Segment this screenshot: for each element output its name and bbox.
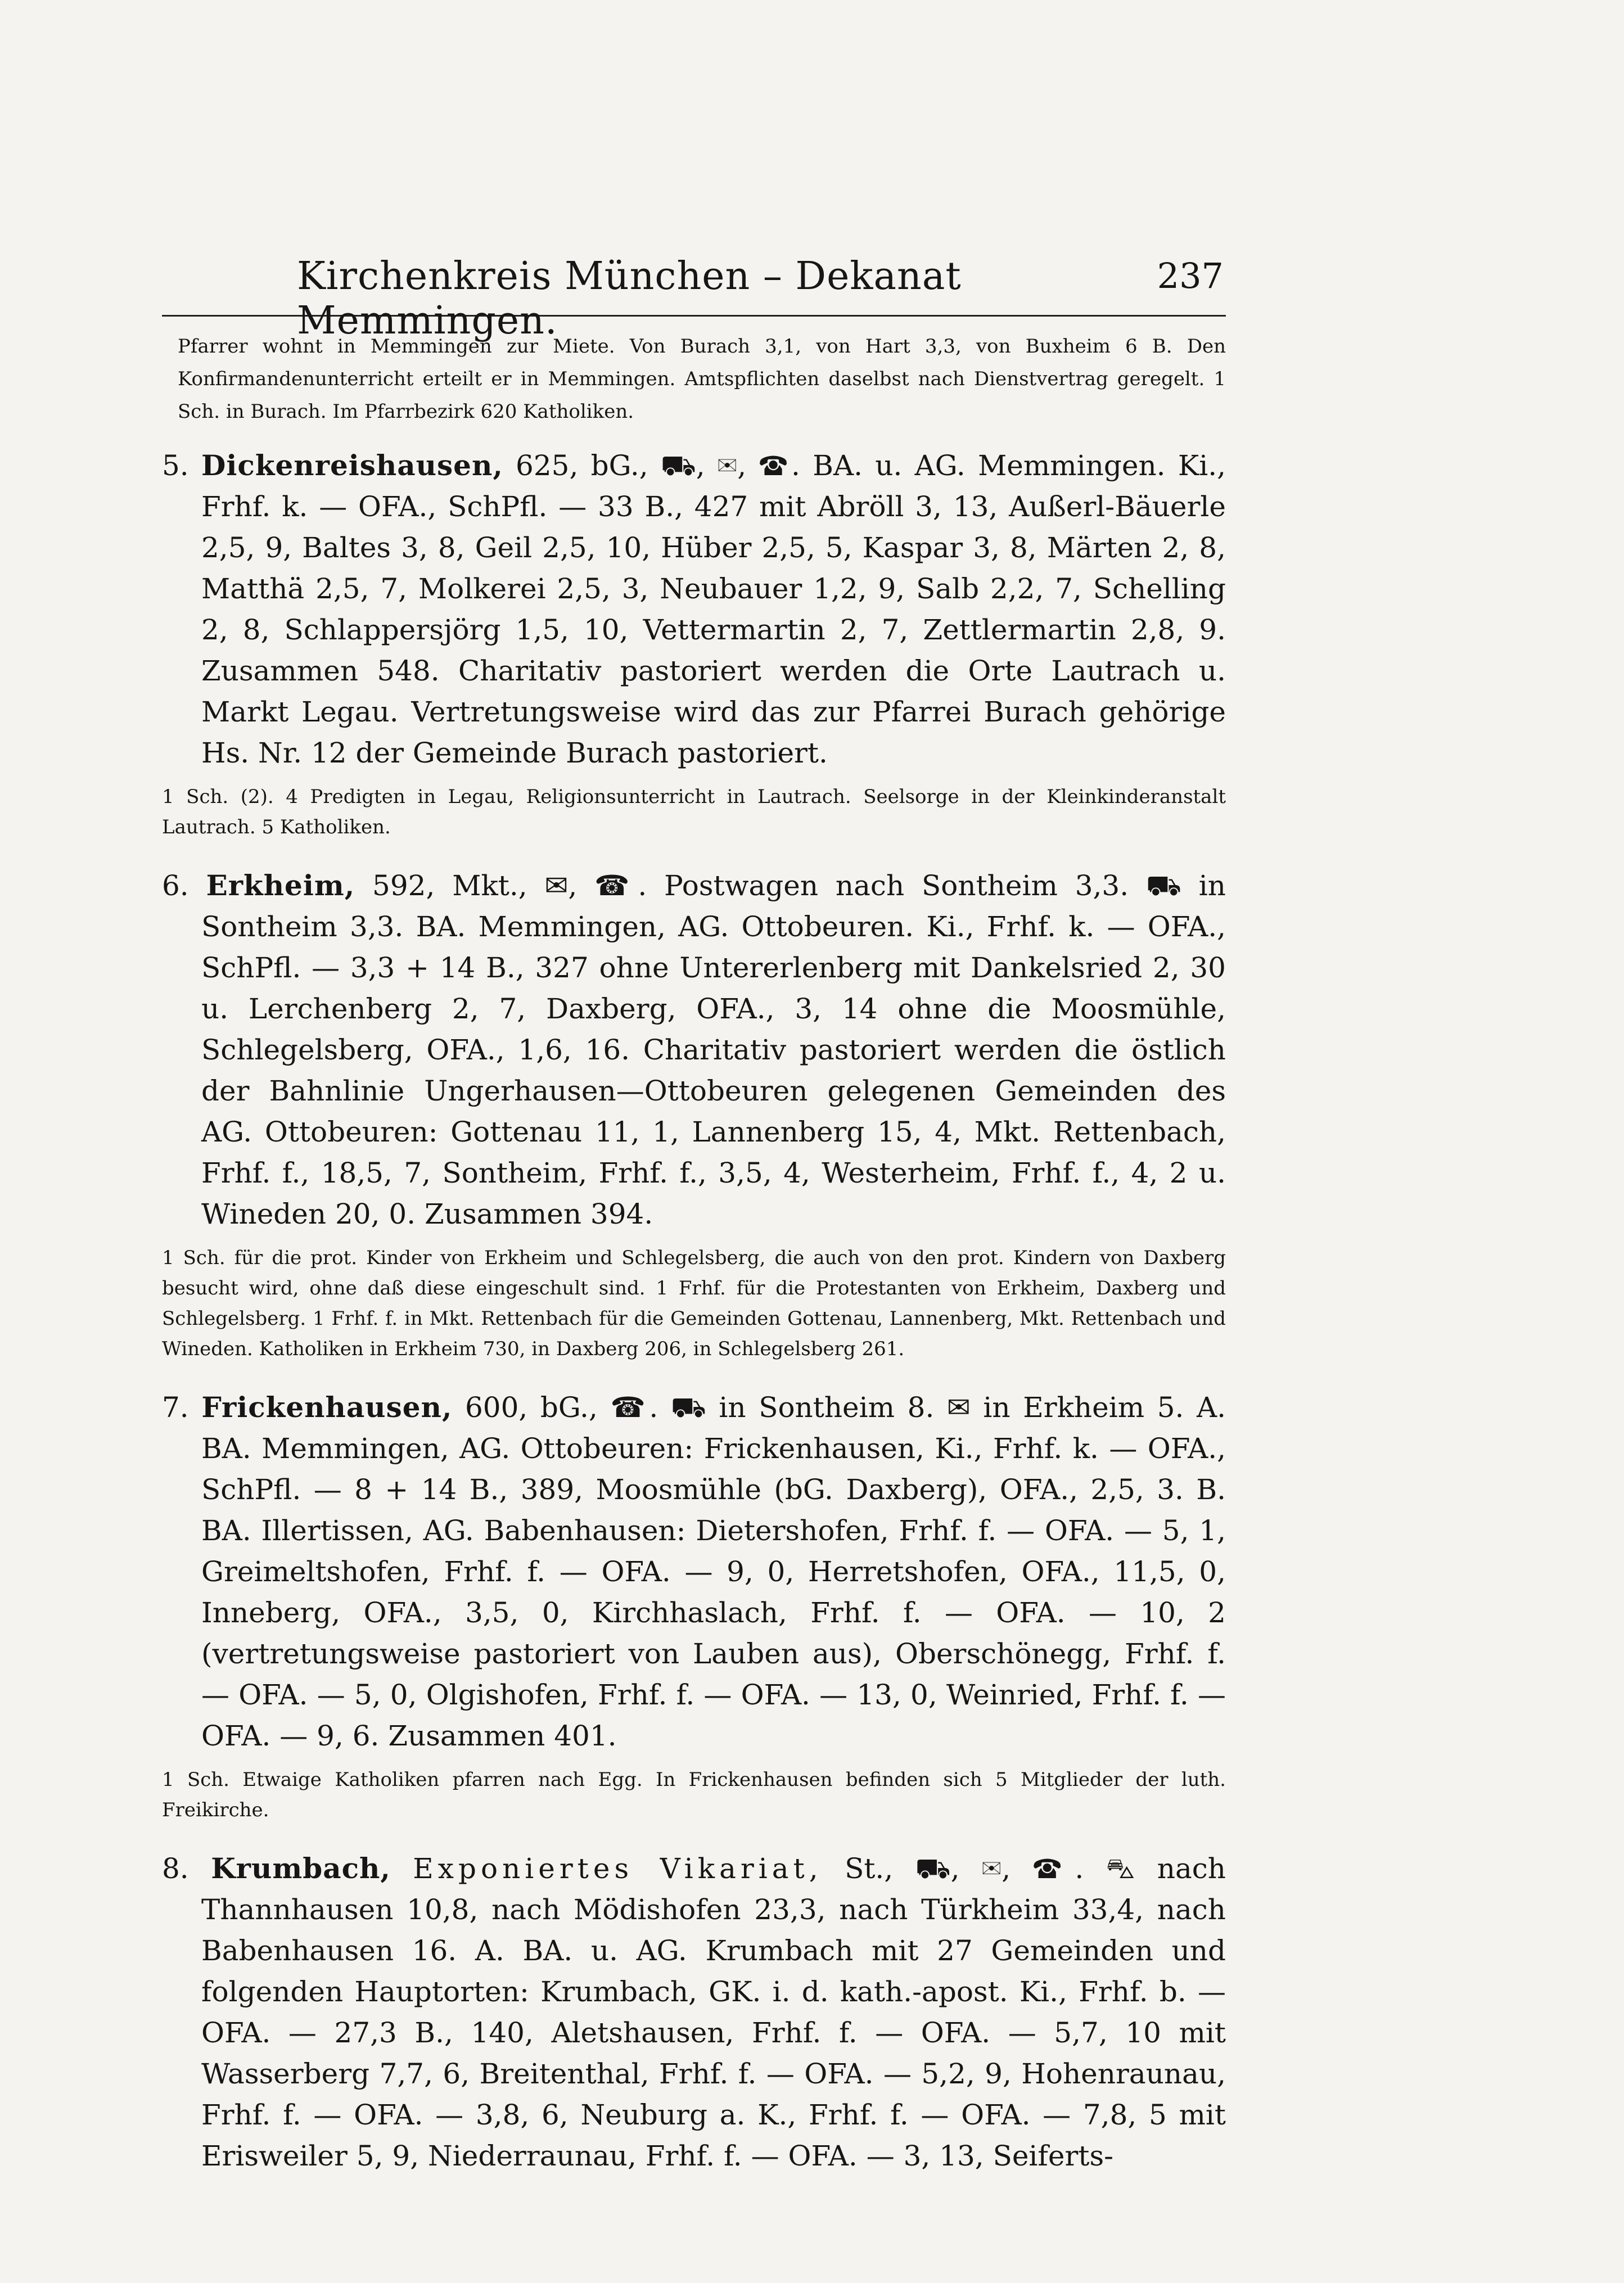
document-page: [162, 247, 1226, 2185]
entry-number: 8.: [162, 1852, 189, 1885]
entry-text: 592, Mkt., ✉, ☎. Postwagen nach Sontheim 3,3. ⛟ in Sontheim 3,3. BA. Memmingen, AG. Ottobeuren. Ki., Frhf. k. — OFA., SchPfl. — 3,3 + 14 B., 327 ohne Untererlenberg mit Dankelsried 2, 30 u. Lerchenberg 2, 7, Daxberg, OFA., 3, 14 ohne die Moosmühle, Schlegelsberg, OFA., 1,6, 16. Charitativ pastoriert werden die östlich der Bahnlinie Ungerhausen—Ottobeuren gelegenen Gemeinden des AG. Ottobeuren: Gottenau 11, 1, Lannenberg 15, 4, Mkt. Rettenbach, Frhf. f., 18,5, 7, Sontheim, Frhf. f., 3,5, 4, Westerheim, Frhf. f., 4, 2 u. Wineden 20, 0. Zusammen 394.: [201, 869, 1226, 1230]
footnote-7: 1 Sch. Etwaige Katholiken pfarren nach Egg. In Frickenhausen befinden sich 5 Mitglieder der luth. Freikirche.: [162, 1768, 1226, 1821]
entry-number: 5.: [162, 449, 189, 482]
intro-note: Pfarrer wohnt in Memmingen zur Miete. Von Burach 3,1, von Hart 3,3, von Buxheim 6 B. Den Konfirmandenunterricht erteilt er in Memmingen. Amtspflichten daselbst nach Dienstvertrag geregelt. 1 Sch. in Burach. Im Pfarrbezirk 620 Katholiken.: [178, 335, 1226, 423]
entry-text: St., ⛟, ✉, ☎. ⛍ nach Thannhausen 10,8, nach Mödishofen 23,3, nach Türkheim 33,4, nach Babenhausen 16. A. BA. u. AG. Krumbach mit 27 Gemeinden und folgenden Hauptorten: Krumbach, GK. i. d. kath.-apost. Ki., Frhf. b. — OFA. — 27,3 B., 140, Aletshausen, Frhf. f. — OFA. — 5,7, 10 mit Wasserberg 7,7, 6, Breitenthal, Frhf. f. — OFA. — 5,2, 9, Hohenraunau, Frhf. f. — OFA. — 3,8, 6, Neuburg a. K., Frhf. f. — OFA. — 7,8, 5 mit Erisweiler 5, 9, Niederraunau, Frhf. f. — OFA. — 3, 13, Seiferts-: [201, 1852, 1226, 2172]
entry-place-name: Erkheim,: [206, 869, 355, 902]
entry-text: 625, bG., ⛟, ✉, ☎. BA. u. AG. Memmingen. Ki., Frhf. k. — OFA., SchPfl. — 33 B., 427 mit Abröll 3, 13, Außerl-Bäuerle 2,5, 9, Baltes 3, 8, Geil 2,5, 10, Hüber 2,5, 5, Kaspar 3, 8, Märten 2, 8, Matthä 2,5, 7, Molkerei 2,5, 3, Neubauer 1,2, 9, Salb 2,2, 7, Schelling 2, 8, Schlappersjörg 1,5, 10, Vettermartin 2, 7, Zettlermartin 2,8, 9. Zusammen 548. Charitativ pastoriert werden die Orte Lautrach u. Markt Legau. Vertretungsweise wird das zur Pfarrei Burach gehörige Hs. Nr. 12 der Gemeinde Burach pastoriert.: [201, 449, 1226, 769]
running-title: Kirchenkreis München – Dekanat Memmingen.: [297, 254, 962, 343]
page-number: 237: [1157, 255, 1224, 296]
entry-6: [162, 865, 1226, 1235]
entry-text: 600, bG., ☎. ⛟ in Sontheim 8. ✉ in Erkheim 5. A. BA. Memmingen, AG. Ottobeuren: Frickenhausen, Ki., Frhf. k. — OFA., SchPfl. — 8 + 14 B., 389, Moosmühle (bG. Daxberg), OFA., 2,5, 3. B. BA. Illertissen, AG. Babenhausen: Dietershofen, Frhf. f. — OFA. — 5, 1, Greimeltshofen, Frhf. f. — OFA. — 9, 0, Herretshofen, OFA., 11,5, 0, Inneberg, OFA., 3,5, 0, Kirchhaslach, Frhf. f. — OFA. — 10, 2 (vertretungsweise pastoriert von Lauben aus), Oberschönegg, Frhf. f. — OFA. — 5, 0, Olgishofen, Frhf. f. — OFA. — 13, 0, Weinried, Frhf. f. — OFA. — 9, 6. Zusammen 401.: [201, 1391, 1226, 1752]
footnote-5: 1 Sch. (2). 4 Predigten in Legau, Religionsunterricht in Lautrach. Seelsorge in der Kleinkinderanstalt Lautrach. 5 Katholiken.: [162, 786, 1226, 838]
footnote-6: 1 Sch. für die prot. Kinder von Erkheim und Schlegelsberg, die auch von den prot. Kindern von Daxberg besucht wird, ohne daß diese eingeschult sind. 1 Frhf. für die Protestanten von Erkheim, Daxberg und Schlegelsberg. 1 Frhf. f. in Mkt. Rettenbach für die Gemeinden Gottenau, Lannenberg, Mkt. Rettenbach und Wineden. Katholiken in Erkheim 730, in Daxberg 206, in Schlegelsberg 261.: [162, 1247, 1226, 1360]
entry-7: [162, 1387, 1226, 1757]
entry-status-spaced: Exponiertes Vikariat,: [413, 1852, 823, 1885]
page-header: [162, 247, 1226, 343]
entry-place-name: Frickenhausen,: [201, 1391, 453, 1424]
entry-number: 6.: [162, 869, 189, 902]
entry-place-name: Krumbach,: [211, 1852, 391, 1885]
entry-place-name: Dickenreishausen,: [201, 449, 503, 482]
entry-5: [162, 445, 1226, 774]
entry-number: 7.: [162, 1391, 189, 1424]
entry-8: [162, 1848, 1226, 2177]
